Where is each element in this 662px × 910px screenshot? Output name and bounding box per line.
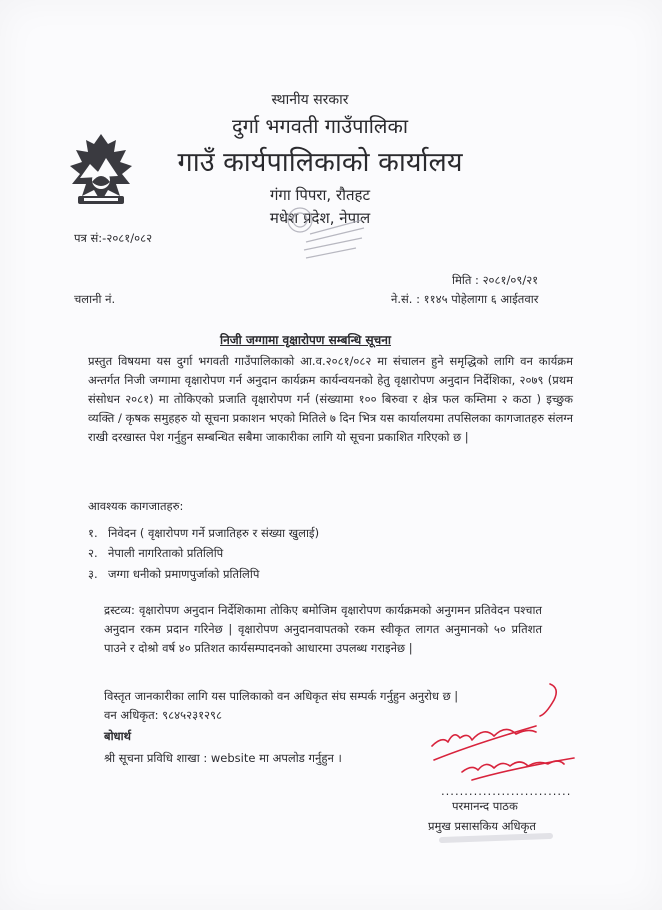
signatory-designation: प्रमुख प्रसासकिय अधिकृत: [428, 819, 536, 833]
nepal-emblem-icon: [66, 130, 136, 212]
forest-officer-phone: वन अधिकृत: ९८४५२३१२९८: [104, 708, 222, 722]
nepal-sambat-date: ने.सं. : ११४५ पोहेलागा ६ आईतवार: [391, 292, 539, 306]
document-item: नेपाली नागरिताको प्रतिलिपि: [108, 546, 224, 560]
municipality-name: दुर्गा भगवती गाउँपालिका: [231, 114, 408, 138]
local-government-label: स्थानीय सरकार: [271, 92, 349, 108]
handwritten-signature: [424, 680, 584, 784]
required-documents-heading: आवश्यक कागजातहरु:: [88, 499, 184, 513]
designation-stamp: [438, 830, 558, 848]
letter-date: मिति : २०८१/०९/२१: [452, 273, 539, 287]
document-item: निवेदन ( वृक्षारोपण गर्ने प्रजातिहरु र संख्या खुलाई): [108, 526, 320, 540]
dispatch-number-label: चलानी नं.: [74, 292, 116, 306]
signature-line: ............................: [441, 784, 572, 798]
document-item: जग्गा धनीको प्रमाणपुर्जाको प्रतिलिपि: [108, 567, 260, 581]
cc-heading: बोधार्थ: [104, 729, 131, 743]
office-name: गाउँ कार्यपालिकाको कार्यालय: [177, 147, 463, 178]
letter-reference-number: पत्र सं:-२०८१/०८२: [74, 231, 153, 245]
document-number: १.: [88, 526, 98, 540]
document-number: ३.: [88, 567, 98, 581]
document-number: २.: [88, 546, 98, 560]
office-seal-stamp: [270, 204, 370, 268]
cc-recipient: श्री सूचना प्रविधि शाखा : website मा अपलोड गर्नुहुन ।: [104, 751, 342, 765]
office-address: गंगा पिपरा, रौतहट: [269, 186, 371, 204]
details-contact-request: विस्तृत जानकारीका लागि यस पालिकाको वन अधिकृत संघ सम्पर्क गर्नुहुन अनुरोध छ |: [104, 689, 459, 703]
note-paragraph: द्रस्टव्य: वृक्षारोपण अनुदान निर्देशिकामा तोकिए बमोजिम वृक्षारोपण कार्यक्रमको अनुगमन प्रतिवेदन पश्चात अनुदान रकम प्रदान गरिनेछ | वृक्षारोपण अनुदानवापतको रकम स्वीकृत लागत अनुमानको ५० प्रतिशत पाउने र दोश्रो वर्ष ४० प्रतिशत कार्यसम्पादनको आधारमा उपलब्ध गराइनेछ |: [104, 603, 542, 655]
notice-body: प्रस्तुत विषयमा यस दुर्गा भगवती गाउँपालिकाको आ.व.२०८१/०८२ मा संचालन हुने समृद्धिको लागि वन कार्यक्रम अन्तर्गत निजी जग्गामा वृक्षारोपण गर्न अनुदान कार्यक्रम कार्यन्वयनको हेतु वृक्षारोपण अनुदान निर्देशिका, २०७९ (प्रथम संसोधन २०८१) मा तोकिएको प्रजाति वृक्षारोपण गर्न (संख्यामा १०० बिरुवा र क्षेत्र फल कम्तिमा २ कठा ) इच्छुक व्यक्ति / कृषक समुहहरु यो सूचना प्रकाशन भएको मितिले ७ दिन भित्र यस कार्यालयमा तपसिलका कागजातहरु संलग्न राखी दरखास्त पेश गर्नुहुन सम्बन्धित सबैमा जाकारीका लागि यो सूचना प्रकाशित गरिएको छ |: [88, 354, 573, 444]
notice-title: निजी जग्गामा वृक्षारोपण सम्बन्धि सूचना: [220, 333, 391, 347]
signatory-name: परमानन्द पाठक: [452, 799, 518, 813]
province-name: मधेश प्रदेश, नेपाल: [269, 209, 371, 227]
